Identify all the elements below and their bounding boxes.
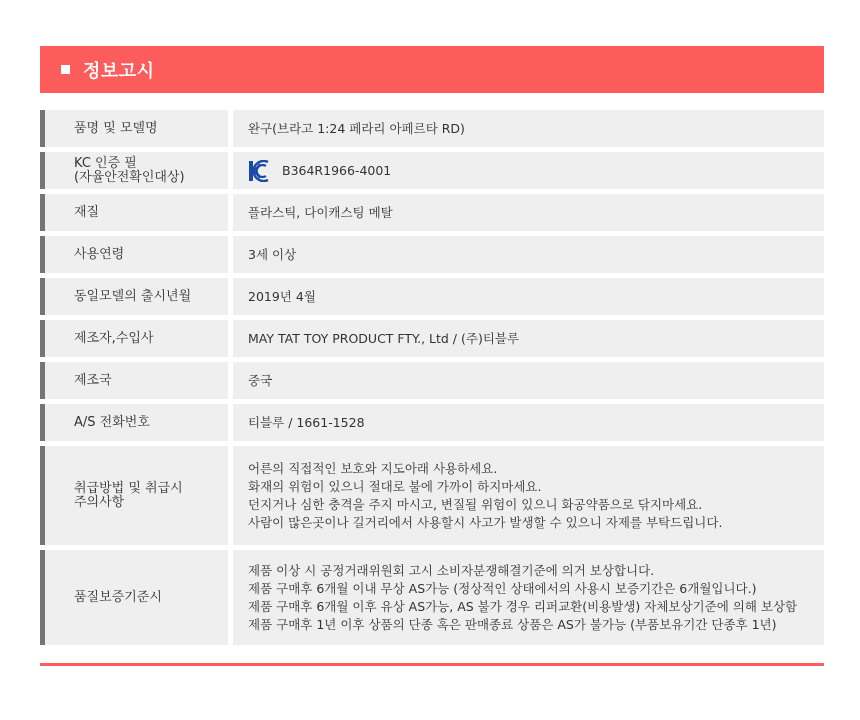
- row-value: 2019년 4월: [233, 278, 824, 315]
- text-line: 제품 구매후 6개월 이후 유상 AS가능, AS 불가 경우 리퍼교환(비용발생) 자체보상기준에 의해 보상함: [248, 598, 798, 614]
- text-line: 화재의 위험이 있으니 절대로 불에 가까이 하지마세요.: [248, 478, 542, 494]
- row-label-line: (자율안전확인대상): [74, 169, 185, 185]
- kc-certification-number: B364R1966-4001: [282, 162, 392, 178]
- row-label-line: 주의사항: [74, 494, 125, 510]
- text-line: 제품 이상 시 공정거래위원회 고시 소비자분쟁해결기준에 의거 보상합니다.: [248, 562, 655, 578]
- table-row-age: [40, 236, 824, 273]
- product-info-table: [40, 110, 824, 645]
- row-label: [40, 152, 228, 189]
- table-row-material: [40, 194, 824, 231]
- row-value: 완구(브라고 1:24 페라리 아페르타 RD): [233, 110, 824, 147]
- text-line: 제품 구매후 6개월 이내 무상 AS가능 (정상적인 상태에서의 사용시 보증기간은 6개월입니다.): [248, 580, 757, 596]
- section-title: 정보고시: [83, 60, 155, 82]
- kc-cert-value: [248, 160, 824, 182]
- row-label: A/S 전화번호: [40, 404, 228, 441]
- row-value: [233, 446, 824, 545]
- table-row-kc-certification: [40, 152, 824, 189]
- row-value: 3세 이상: [233, 236, 824, 273]
- bottom-divider: [40, 663, 824, 666]
- row-value: MAY TAT TOY PRODUCT FTY., Ltd / (주)티블루: [233, 320, 824, 357]
- row-value: 티블루 / 1661-1528: [233, 404, 824, 441]
- table-row-manufacturer: [40, 320, 824, 357]
- table-row-product-name: [40, 110, 824, 147]
- text-line: 사람이 많은곳이나 길거리에서 사용할시 사고가 발생할 수 있으니 자제를 부탁드립니다.: [248, 514, 723, 530]
- table-row-quality-warranty: [40, 550, 824, 645]
- table-row-release-date: [40, 278, 824, 315]
- row-value: 플라스틱, 다이캐스팅 메탈: [233, 194, 824, 231]
- text-line: 제품 구매후 1년 이후 상품의 단종 혹은 판매종료 상품은 AS가 불가능 (부품보유기간 단종후 1년): [248, 616, 777, 632]
- row-value: 중국: [233, 362, 824, 399]
- row-label: 재질: [40, 194, 228, 231]
- row-label-line: KC 인증 필: [74, 155, 137, 171]
- text-line: 어른의 직접적인 보호와 지도아래 사용하세요.: [248, 460, 498, 476]
- row-label: [40, 446, 228, 545]
- row-value: [233, 152, 824, 189]
- table-row-as-phone: [40, 404, 824, 441]
- row-label: 동일모델의 출시년월: [40, 278, 228, 315]
- row-label-line: 취급방법 및 취급시: [74, 480, 183, 496]
- info-notice-header: [40, 46, 824, 93]
- row-label: 제조국: [40, 362, 228, 399]
- row-label: 사용연령: [40, 236, 228, 273]
- row-label: 품명 및 모델명: [40, 110, 228, 147]
- text-line: 던지거나 심한 충격을 주지 마시고, 변질될 위험이 있으니 화공약품으로 닦지마세요.: [248, 496, 703, 512]
- square-bullet-icon: [61, 65, 70, 74]
- table-row-handling-precautions: [40, 446, 824, 545]
- row-value: [233, 550, 824, 645]
- table-row-country: [40, 362, 824, 399]
- kc-certification-mark-icon: [248, 160, 270, 182]
- row-label: 품질보증기준시: [40, 550, 228, 645]
- row-label: 제조자,수입사: [40, 320, 228, 357]
